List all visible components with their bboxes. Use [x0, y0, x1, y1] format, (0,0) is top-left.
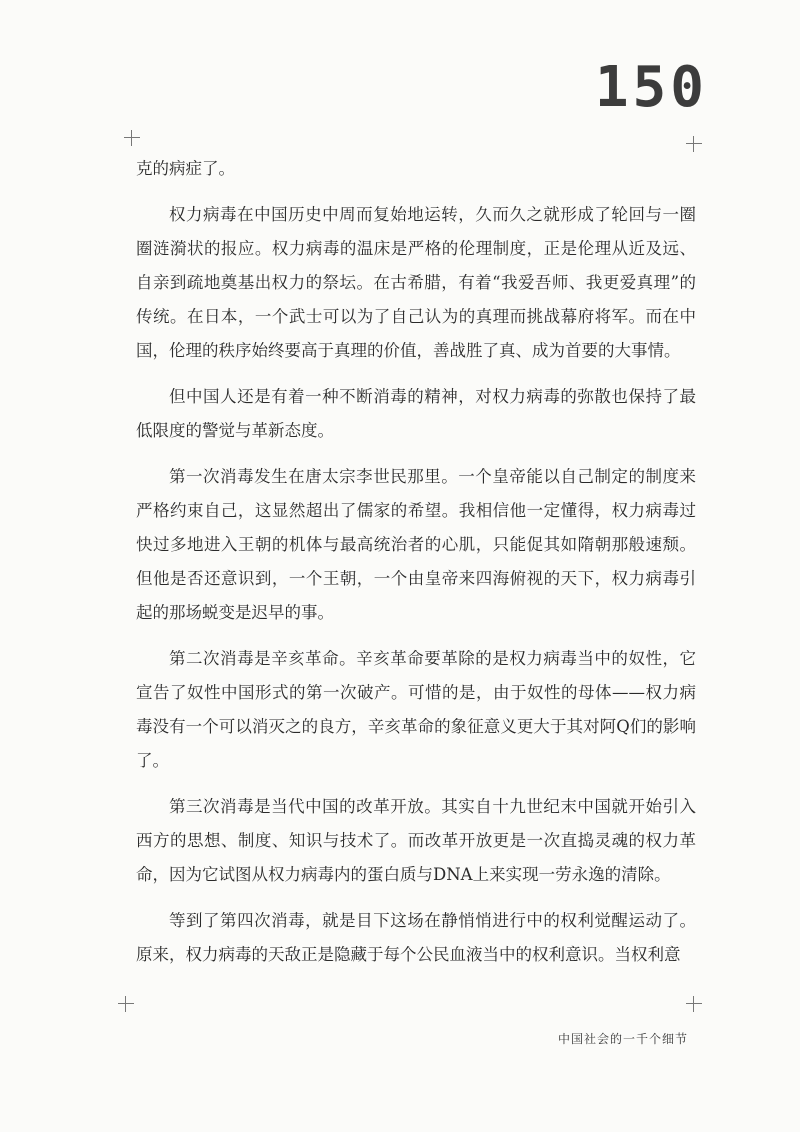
paragraph: 但中国人还是有着一种不断消毒的精神，对权力病毒的弥散也保持了最低限度的警觉与革新态度。: [136, 387, 696, 440]
crop-mark-top-right: [686, 136, 702, 152]
crop-mark-top-left: [124, 130, 140, 146]
running-footer-book-title: 中国社会的一千个细节: [557, 1032, 688, 1046]
paragraph-continuation: 克的病症了。: [136, 159, 235, 178]
paragraph: 权力病毒在中国历史中周而复始地运转，久而久之就形成了轮回与一圈圈涟漪状的报应。权力病毒的温床是严格的伦理制度，正是伦理从近及远、自亲到疏地奠基出权力的祭坛。在古希腊，有着“我爱吾师、我更爱真理”的传统。在日本，一个武士可以为了自己认为的真理而挑战幕府将军。而在中国，伦理的秩序始终要高于真理的价值，善战胜了真、成为首要的大事情。: [136, 205, 696, 360]
page-number: 150: [594, 55, 708, 120]
crop-mark-bottom-right: [686, 996, 702, 1012]
paragraph: 第二次消毒是辛亥革命。辛亥革命要革除的是权力病毒当中的奴性，它宣告了奴性中国形式的第一次破产。可惜的是，由于奴性的母体——权力病毒没有一个可以消灭之的良方，辛亥革命的象征意义更大于其对阿Q们的影响了。: [136, 649, 696, 770]
crop-mark-bottom-left: [118, 996, 134, 1012]
paragraph: 第三次消毒是当代中国的改革开放。其实自十九世纪末中国就开始引入西方的思想、制度、知识与技术了。而改革开放更是一次直捣灵魂的权力革命，因为它试图从权力病毒内的蛋白质与DNA上来实现一劳永逸的清除。: [136, 797, 696, 884]
body-text: [136, 152, 696, 984]
paragraph: 等到了第四次消毒，就是目下这场在静悄悄进行中的权利觉醒运动了。原来，权力病毒的天敌正是隐藏于每个公民血液当中的权利意识。当权利意: [136, 911, 696, 964]
paragraph: 第一次消毒发生在唐太宗李世民那里。一个皇帝能以自己制定的制度来严格约束自己，这显然超出了儒家的希望。我相信他一定懂得，权力病毒过快过多地进入王朝的机体与最高统治者的心肌，只能促其如隋朝那般速颓。但他是否还意识到，一个王朝，一个由皇帝来四海俯视的天下，权力病毒引起的那场蜕变是迟早的事。: [136, 467, 696, 622]
